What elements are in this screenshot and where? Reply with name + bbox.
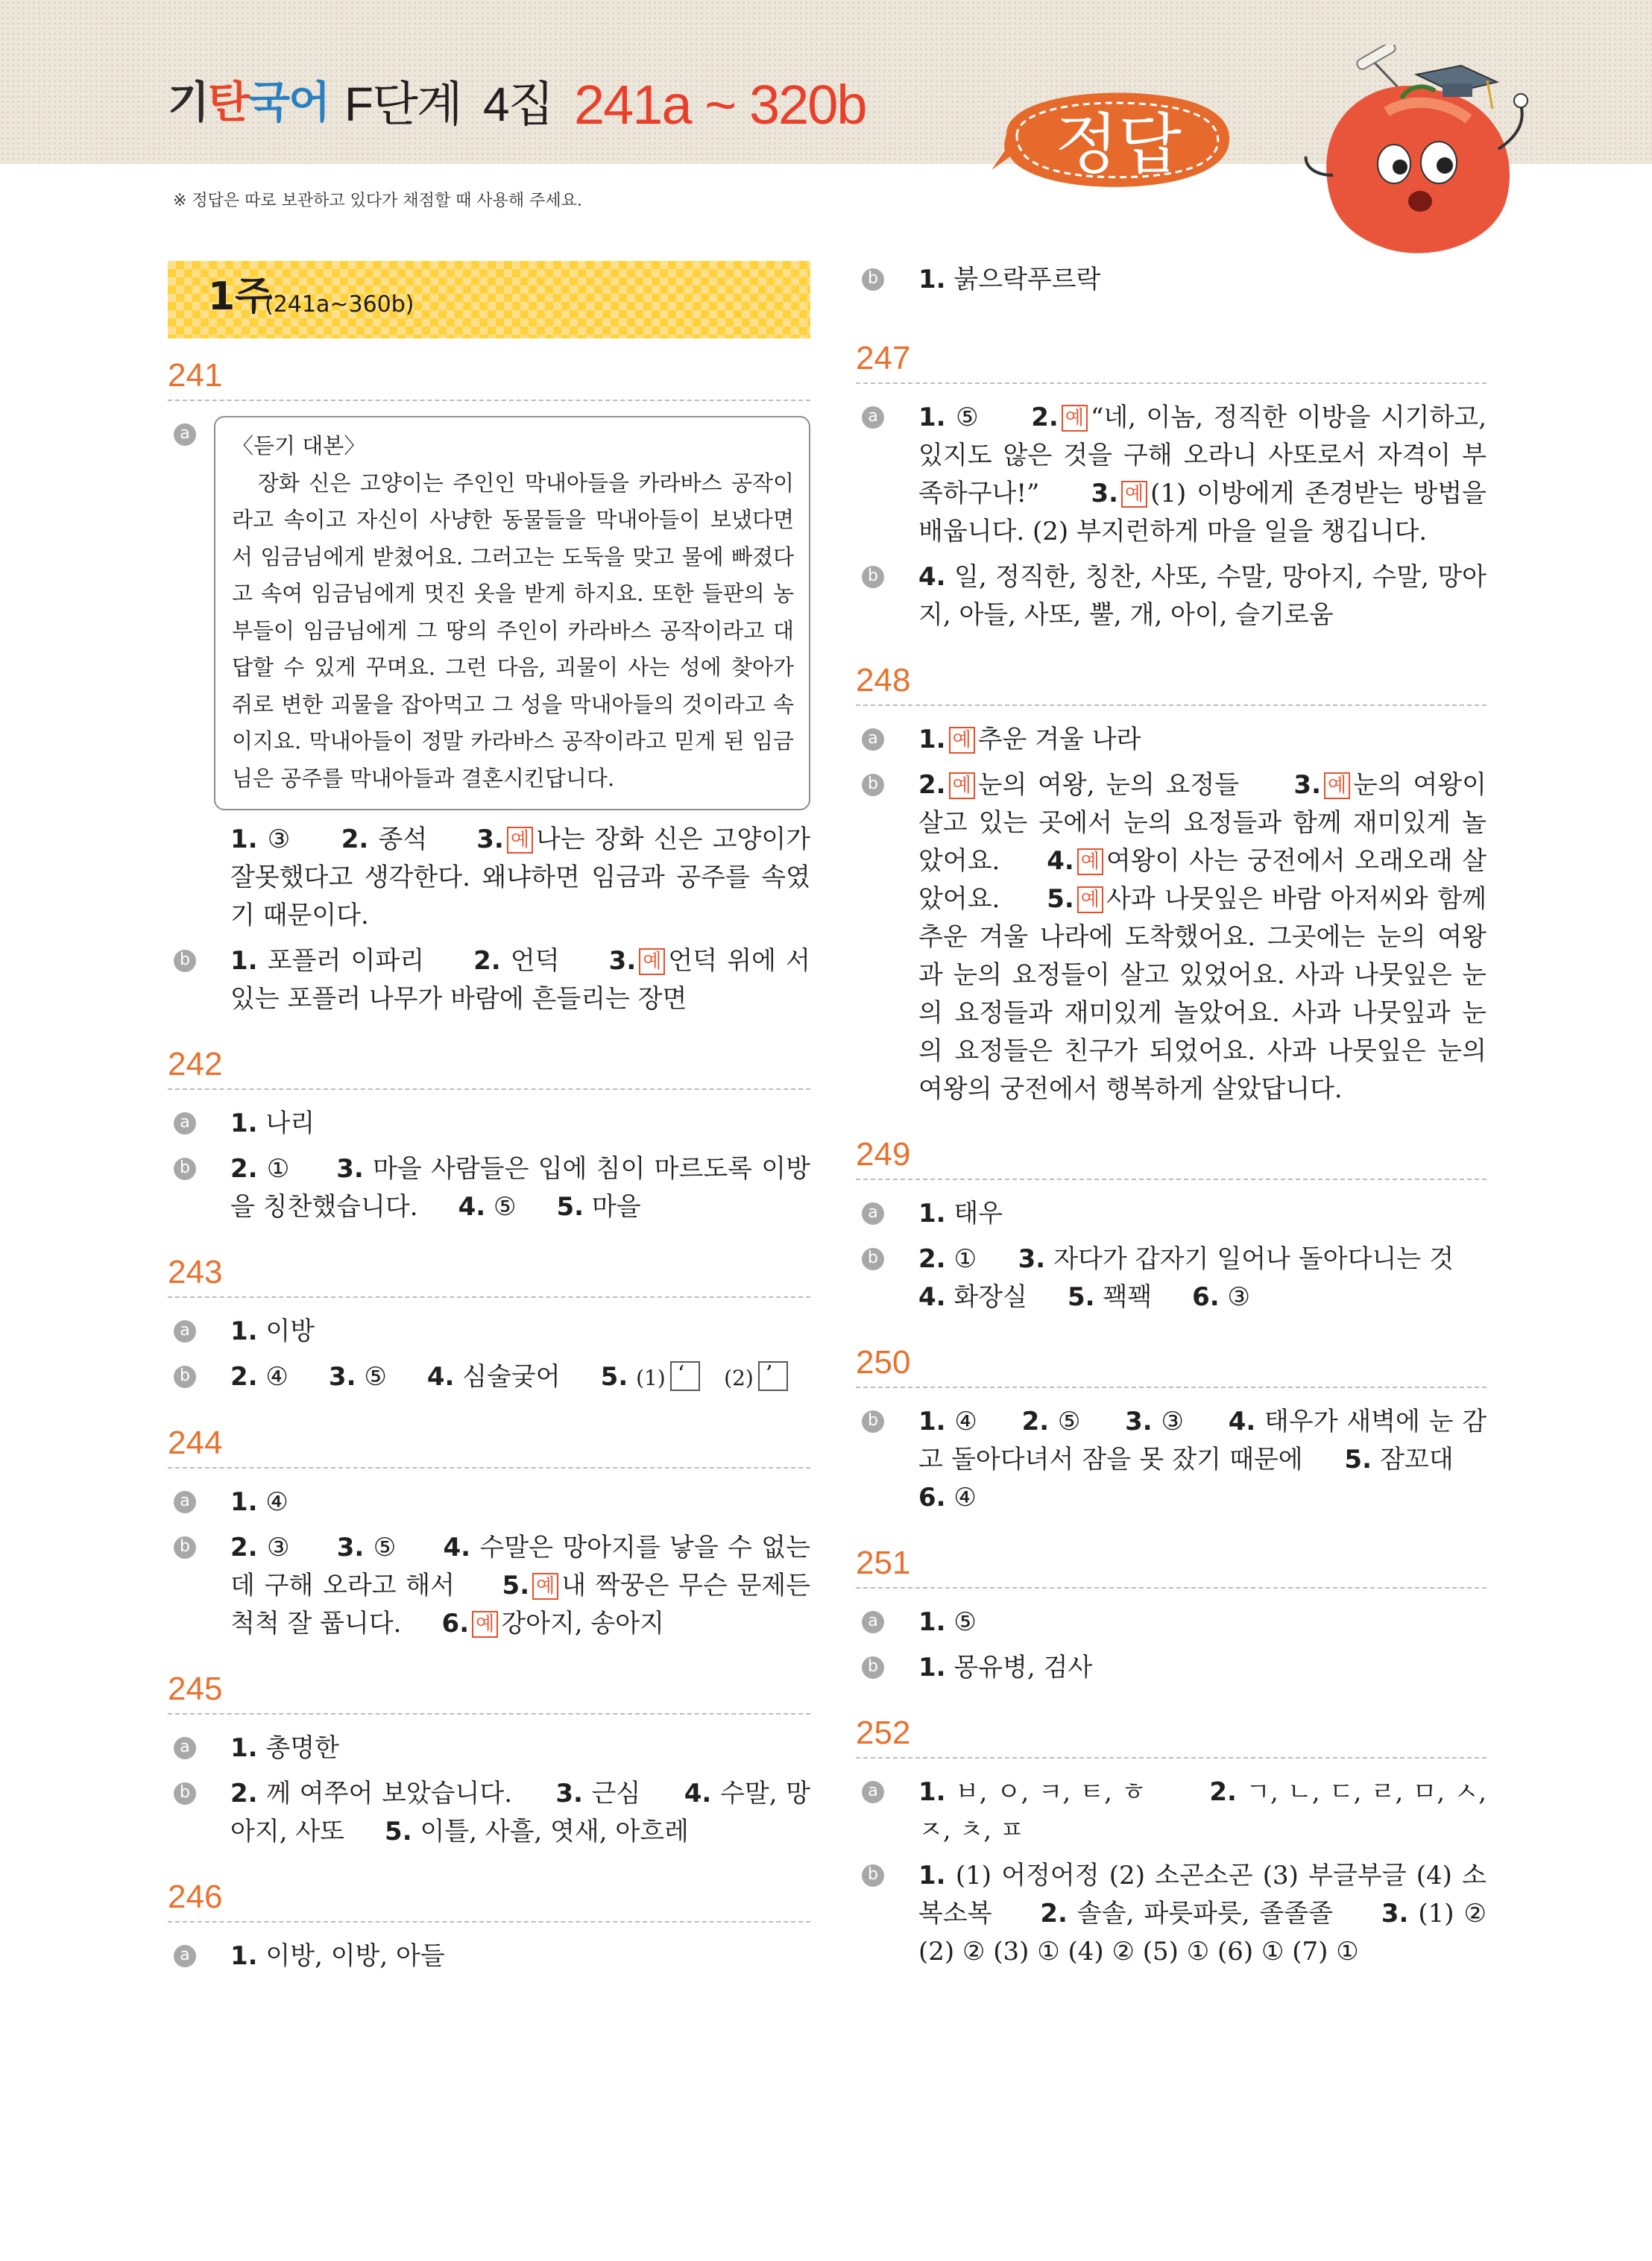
section-number: 245 [168, 1673, 810, 1715]
tag-b-icon: b [862, 566, 884, 588]
tag-a-icon: a [862, 1781, 884, 1803]
section-number: 242 [168, 1048, 810, 1090]
section-248 [856, 664, 1487, 1109]
punctuation-box: ‘ [670, 1361, 700, 1391]
section-250 [856, 1346, 1487, 1517]
section-number: 252 [856, 1717, 1487, 1759]
tag-a-icon: a [862, 728, 884, 751]
section-number: 247 [856, 342, 1487, 384]
answer-row-b: b 1. 붉으락푸르락 [856, 261, 1487, 299]
section-252 [856, 1717, 1487, 1971]
tag-b-icon: b [174, 1366, 196, 1388]
tag-a-icon: a [174, 1737, 196, 1759]
answer-row-a: a 1. 이방 [168, 1313, 810, 1351]
right-column [856, 261, 1487, 2001]
section-246-continued [856, 261, 1487, 299]
answer-row-b: b 1. (1) 어정어정 (2) 소곤소곤 (3) 부글부글 (4) 소복소복 2. 솔솔, 파릇파릇, 졸졸졸 3. (1) ② (2) ② (3) ① (4) ② (5) ① (6) ① (7) ① [856, 1857, 1487, 1971]
answer-row-b: b 1. ④ 2. ⑤ 3. ③ 4. 태우가 새벽에 눈 감고 돌아다녀서 잠을 못 잤기 때문에 5. 잠꼬대 6. ④ [856, 1403, 1487, 1517]
script-title: 〈듣기 대본〉 [232, 433, 366, 458]
tag-a-icon: a [174, 1112, 196, 1135]
tag-b-icon: b [174, 950, 196, 972]
example-icon: 예 [1062, 405, 1088, 432]
left-column [168, 261, 810, 2005]
range-label: 241a ~ 320b [574, 74, 866, 136]
example-icon: 예 [949, 772, 975, 799]
tag-a-icon: a [174, 423, 196, 446]
tag-a-icon: a [862, 406, 884, 429]
tag-a-icon: a [862, 1611, 884, 1633]
section-247 [856, 342, 1487, 634]
tag-b-icon: b [174, 1536, 196, 1559]
answer-row-a: a 1. 태우 [856, 1195, 1487, 1233]
answer-row-b: b 2. ① 3. 마을 사람들은 입에 침이 마르도록 이방을 칭찬했습니다. 4. ⑤ 5. 마을 [168, 1150, 810, 1226]
answer-row-b: b 2. 예 눈의 여왕, 눈의 요정들 3. 예 눈의 여왕이 살고 있는 곳에서 눈의 요정들과 함께 재미있게 놀았어요. 4. 예 여왕이 사는 궁전에서 오래오래 살았어요. 5. 예 사과 나뭇잎은 바람 아저씨와 함께 추운 겨울 나라에 도착했어요. 그곳에는 눈의 여왕과 눈의 요정들이 살고 있었어요. 사과 나뭇잎은 눈의 요정들과 재미있게 놀았어요. 사과 나뭇잎과 눈의 요정들은 친구가 되었어요. 사과 나뭇잎은 눈의 여왕의 궁전에서 행복하게 살았답니다. [856, 766, 1487, 1109]
punctuation-box: ’ [758, 1361, 788, 1391]
answer-badge-text: 정답 [1054, 106, 1182, 183]
answer-row-b: b 2. ④ 3. ⑤ 4. 심술궂어 5. (1) ‘ (2) ’ [168, 1358, 810, 1397]
level-label: F단계 [344, 78, 461, 131]
answer-row-a: a 1. ④ [168, 1483, 810, 1521]
example-icon: 예 [532, 1573, 558, 1600]
section-244 [168, 1427, 810, 1643]
section-242 [168, 1048, 810, 1226]
peach-mascot-icon [1297, 45, 1551, 268]
answer-row-b: b 2. ③ 3. ⑤ 4. 수말은 망아지를 낳을 수 없는데 구해 오라고 해서 5. 예 내 짝꿍은 무슨 문제든 척척 잘 풉니다. 6. 예 강아지, 송아지 [168, 1529, 810, 1643]
tag-b-icon: b [862, 774, 884, 796]
tag-a-icon: a [862, 1202, 884, 1225]
section-249 [856, 1138, 1487, 1316]
answer-row-a: a 1. ⑤ [856, 1603, 1487, 1642]
week-range: (241a~360b) [265, 291, 414, 318]
tag-b-icon: b [862, 1248, 884, 1270]
section-number: 243 [168, 1256, 810, 1298]
tag-a-icon: a [174, 1320, 196, 1343]
tag-b-icon: b [862, 1410, 884, 1433]
brand-logo: 기탄국어 [168, 77, 330, 127]
week-banner [168, 261, 810, 338]
tag-b-icon: b [862, 1656, 884, 1679]
section-243 [168, 1256, 810, 1397]
section-number: 246 [168, 1881, 810, 1923]
example-icon: 예 [472, 1611, 498, 1638]
tag-b-icon: b [862, 1864, 884, 1887]
answer-row-b: b 2. 께 여쭈어 보았습니다. 3. 근심 4. 수말, 망아지, 사또 5. 이틀, 사흘, 엿새, 아흐레 [168, 1775, 810, 1851]
example-icon: 예 [639, 948, 665, 975]
answer-row-b: b 1. 포플러 이파리 2. 언덕 3. 예 언덕 위에 서 있는 포플러 나무가 바람에 흔들리는 장면 [168, 942, 810, 1018]
section-number: 250 [856, 1346, 1487, 1388]
section-246 [168, 1881, 810, 1975]
answer-row-b: b 2. ① 3. 자다가 갑자기 일어나 돌아다니는 것 4. 화장실 5. 꽥꽥 6. ③ [856, 1240, 1487, 1316]
notice-text: ※ 정답은 따로 보관하고 있다가 채점할 때 사용해 주세요. [173, 192, 582, 210]
example-icon: 예 [1077, 848, 1103, 875]
example-icon: 예 [1121, 481, 1147, 508]
answer-row-a: a 1. 이방, 이방, 아들 [168, 1937, 810, 1975]
answer-row-a: a 1. ⑤ 2. 예 “네, 이놈, 정직한 이방을 시기하고, 있지도 않은 것을 구해 오라니 사또로서 자격이 부족하구나!” 3. 예 (1) 이방에게 존경받는 방법을 배웁니다. (2) 부지런하게 마을 일을 챙깁니다. [856, 399, 1487, 551]
section-251 [856, 1547, 1487, 1687]
answer-row-b: b 1. 몽유병, 검사 [856, 1649, 1487, 1687]
book-label: 4집 [483, 78, 553, 131]
script-body: 장화 신은 고양이는 주인인 막내아들을 카라바스 공작이라고 속이고 자신이 사냥한 동물들을 막내아들이 보냈다면서 임금님에게 받쳤어요. 그러고는 도둑을 맞고 물에 빠졌다고 속여 임금님에게 멋진 옷을 받게 하지요. 또한 들판의 농부들이 임금님에게 그 땅의 주인이 카라바스 공작이라고 대답할 수 있게 꾸며요. 그런 다음, 괴물이 사는 성에 찾아가 쥐로 변한 괴물을 잡아먹고 그 성을 막내아들의 것이라고 속이지요. 막내아들이 정말 카라바스 공작이라고 믿게 된 임금님은 공주를 막내아들과 결혼시킨답니다. [232, 470, 794, 791]
example-icon: 예 [1324, 772, 1350, 799]
answer-row-a: a 1. 예 추운 겨울 나라 [856, 721, 1487, 759]
section-number: 241 [168, 359, 810, 401]
answer-row-a: a 1. 나리 [168, 1105, 810, 1143]
section-245 [168, 1673, 810, 1851]
tag-b-icon: b [862, 268, 884, 291]
answer-row-a-items: 1. ③ 2. 종석 3. 예 나는 장화 신은 고양이가 잘못했다고 생각한다. 왜냐하면 임금과 공주를 속였기 때문이다. [230, 824, 811, 930]
answer-row-a: a 1. 총명한 [168, 1729, 810, 1768]
example-icon: 예 [507, 827, 533, 854]
section-241 [168, 359, 810, 1018]
example-icon: 예 [1077, 886, 1103, 913]
week-label: 1주 [208, 274, 273, 319]
section-number: 248 [856, 664, 1487, 706]
section-number: 251 [856, 1547, 1487, 1589]
tag-a-icon: a [174, 1491, 196, 1513]
answer-row-a: a 1. ㅂ, ㅇ, ㅋ, ㅌ, ㅎ 2. ㄱ, ㄴ, ㄷ, ㄹ, ㅁ, ㅅ, ㅈ, ㅊ, ㅍ [856, 1773, 1487, 1850]
section-number: 249 [856, 1138, 1487, 1180]
tag-a-icon: a [174, 1945, 196, 1967]
tag-b-icon: b [174, 1782, 196, 1805]
tag-b-icon: b [174, 1158, 196, 1180]
example-icon: 예 [949, 727, 975, 754]
answer-row-b: b 4. 일, 정직한, 칭찬, 사또, 수말, 망아지, 수말, 망아지, 아들, 사또, 뿔, 개, 아이, 슬기로움 [856, 558, 1487, 634]
listening-script-box [214, 416, 810, 810]
answer-row-a [168, 416, 810, 810]
section-number: 244 [168, 1427, 810, 1469]
